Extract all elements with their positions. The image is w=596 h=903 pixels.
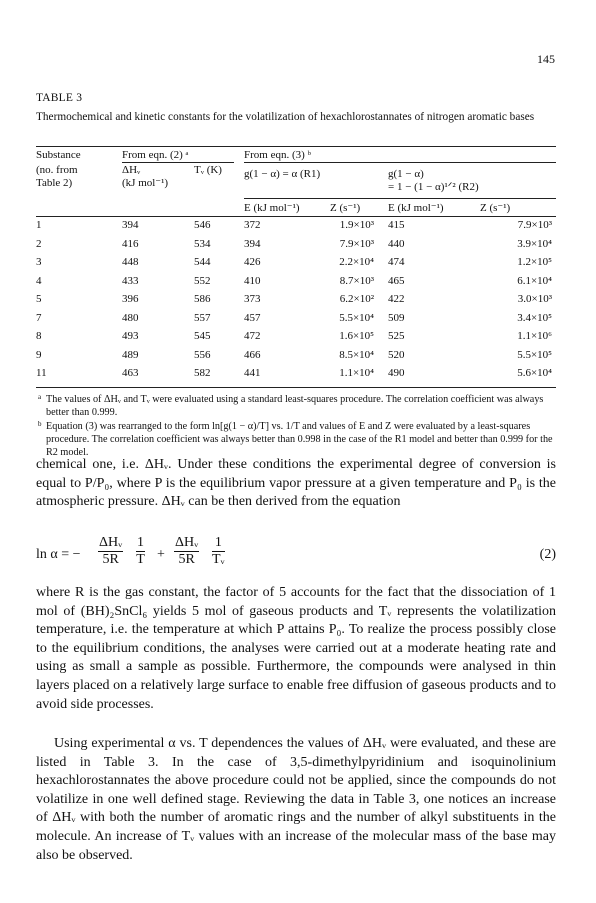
eq-frac3 — [174, 535, 199, 568]
footnote-b: b Equation (3) was rearranged to the form ln[g(1 − α)/T] vs. 1/T and values of E and Z were evaluated by a least-squares procedure. The correlation coefficient was always better than 0.998 in the case of the R1 model and better than 0.999 for the R2 model. — [38, 420, 553, 458]
table-top-rule — [36, 146, 556, 147]
table-cell-Z2: 5.5×10⁵ — [517, 348, 552, 361]
header-dhv: ΔHᵥ — [122, 164, 141, 176]
table-cell-no: 7 — [36, 311, 42, 324]
page-number: 145 — [537, 52, 555, 66]
table-cell-E1: 457 — [244, 311, 261, 324]
table-cell-Z2: 3.0×10³ — [517, 293, 552, 305]
table-cell-dHv: 480 — [122, 311, 139, 324]
table-cell-E2: 525 — [388, 330, 405, 342]
table-cell-Z1: 6.2×10² — [339, 293, 374, 305]
header-z1: Z (s⁻¹) — [330, 202, 361, 214]
table-cell-Tv: 552 — [194, 274, 211, 287]
table-cell-Z1: 5.5×10⁴ — [339, 311, 374, 324]
header-bottom-rule — [36, 216, 556, 217]
table-cell-dHv: 416 — [122, 237, 139, 250]
header-tv: Tᵥ (K) — [194, 164, 222, 176]
header-eqn3-rule — [244, 162, 556, 163]
table-cell-dHv: 463 — [122, 367, 139, 379]
eq-frac4-den: Tᵥ — [212, 552, 225, 567]
table-cell-no: 8 — [36, 330, 42, 342]
table-cell-Z2: 6.1×10⁴ — [517, 274, 552, 287]
table-cell-Z2: 1.2×10⁵ — [517, 256, 552, 268]
header-dhv-unit: (kJ mol⁻¹) — [122, 177, 169, 189]
eq-frac3-den: 5R — [178, 552, 195, 567]
table-cell-E1: 394 — [244, 237, 261, 250]
eq-plus: + — [157, 547, 165, 562]
table-cell-no: 11 — [36, 367, 47, 379]
table-cell-Z2: 3.4×10⁵ — [517, 311, 552, 324]
header-eqn2: From eqn. (2) ᵃ — [122, 149, 189, 161]
table-cell-E2: 422 — [388, 293, 405, 305]
equation-2 — [36, 535, 556, 575]
table-cell-Tv: 546 — [194, 219, 211, 231]
eq-frac2 — [136, 535, 145, 568]
footnote-a: a The values of ΔHᵥ and Tᵥ were evaluated using a standard least-squares procedure. The correlation coefficient was always better than 0.999. — [38, 393, 544, 418]
table-cell-Tv: 586 — [194, 293, 211, 305]
table-cell-Tv: 544 — [194, 256, 211, 268]
table-cell-E2: 415 — [388, 219, 405, 231]
eq-frac4-num: 1 — [212, 535, 225, 552]
eq-frac3-num: ΔHᵥ — [175, 535, 199, 550]
table-cell-dHv: 489 — [122, 348, 139, 361]
table-label: TABLE 3 — [36, 92, 83, 104]
table-cell-E1: 373 — [244, 293, 261, 305]
table-cell-Z2: 1.1×10⁶ — [517, 330, 552, 342]
table-cell-dHv: 433 — [122, 274, 139, 287]
header-eqn3: From eqn. (3) ᵇ — [244, 149, 311, 161]
table-cell-E2: 465 — [388, 274, 405, 287]
eq-frac1-den: 5R — [102, 552, 119, 567]
footnote-b-text: Equation (3) was rearranged to the form ln[g(1 − α)/T] vs. 1/T and values of E and Z were evaluated by a least-squares procedure. The correlation coefficient was always better than 0.998 in the case of the R1 model and better than 0.999 for the R2 model. — [46, 421, 553, 458]
table-cell-Z1: 1.6×10⁵ — [339, 330, 374, 342]
table-cell-E1: 472 — [244, 330, 261, 342]
table-cell-Z2: 7.9×10³ — [517, 219, 552, 231]
table-cell-E1: 372 — [244, 219, 261, 231]
table-cell-Tv: 557 — [194, 311, 211, 324]
paragraph-1: chemical one, i.e. ΔHᵥ. Under these conditions the experimental degree of conversion is equal to P/P₀, where P is the equilibrium vapor pressure at a given temperature and P₀ is the atmospheric pressure. ΔHᵥ can be then derived from the equation — [36, 457, 556, 510]
table-cell-Z1: 1.1×10⁴ — [339, 367, 374, 379]
header-r2-model-line1: g(1 − α) — [388, 168, 424, 180]
table-cell-Tv: 534 — [194, 237, 211, 250]
table-cell-Tv: 545 — [194, 330, 211, 342]
table-cell-no: 3 — [36, 256, 42, 268]
header-r2-model-line2: = 1 − (1 − α)¹ᐟ² (R2) — [388, 181, 479, 193]
table-cell-E2: 490 — [388, 367, 405, 379]
table-cell-no: 2 — [36, 237, 42, 250]
table-cell-dHv: 448 — [122, 256, 139, 268]
header-substance: Substance — [36, 149, 81, 161]
eq-frac1 — [98, 535, 123, 568]
table-cell-no: 1 — [36, 219, 42, 231]
table-cell-Z2: 5.6×10⁴ — [517, 367, 552, 379]
eq-frac1-num: ΔHᵥ — [99, 535, 123, 550]
table-cell-Tv: 556 — [194, 348, 211, 361]
eq-frac2-num: 1 — [137, 535, 144, 550]
table-cell-E2: 474 — [388, 256, 405, 268]
table-cell-E2: 440 — [388, 237, 405, 250]
table-cell-E1: 426 — [244, 256, 261, 268]
header-model-rule — [244, 198, 556, 199]
eq-frac2-den: T — [136, 552, 145, 567]
header-r1-model: g(1 − α) = α (R1) — [244, 168, 321, 180]
eq-lhs: ln α = − — [36, 547, 81, 562]
table-bottom-rule — [36, 387, 556, 388]
eq-frac4 — [212, 535, 225, 568]
header-z2: Z (s⁻¹) — [480, 202, 511, 214]
table-cell-Z1: 8.5×10⁴ — [339, 348, 374, 361]
table-cell-Tv: 582 — [194, 367, 211, 379]
header-substance-sub: (no. from Table 2) — [36, 164, 78, 189]
table-cell-dHv: 394 — [122, 219, 139, 231]
table-caption: Thermochemical and kinetic constants for the volatilization of hexachlorostannates of nitrogen aromatic bases — [36, 111, 535, 123]
paragraph-3: Using experimental α vs. T dependences the values of ΔHᵥ were evaluated, and these are listed in Table 3. In the case of 3,5-dimethylpyridinium and isoquinolinium hexachlorostannates the above procedure could not be applied, since the compounds do not volatilize in one well defined stage. Reviewing the data in Table 3, one notices an increase of ΔHᵥ with both the number of aromatic rings and the number of alkyl substituents in the molecule. An increase of Tᵥ values with an increase of the molecular mass of the base may also be observed. — [36, 736, 556, 863]
table-cell-Z1: 1.9×10³ — [339, 219, 374, 231]
table-cell-E2: 520 — [388, 348, 405, 361]
table-cell-E1: 466 — [244, 348, 261, 361]
header-e2: E (kJ mol⁻¹) — [388, 202, 444, 214]
paragraph-2: where R is the gas constant, the factor of 5 accounts for the fact that the dissociation of 1 mol of (BH)₂SnCl₆ yields 5 mol of gaseous products and Tᵥ represents the volatilization temperature, i.e. the temperature at which P attains P₀. To realize the process possibly close to the equilibrium conditions, the analyses were carried out at a moderate heating rate and using as small a sample as possible. Furthermore, the compounds were analysed in thin layers placed on a relatively large surface to enable free diffusion of gaseous products and to avoid side processes. — [36, 585, 556, 712]
table-cell-no: 4 — [36, 274, 42, 287]
table-cell-no: 5 — [36, 293, 42, 305]
table-cell-E2: 509 — [388, 311, 405, 324]
table-cell-E1: 441 — [244, 367, 261, 379]
table-cell-Z2: 3.9×10⁴ — [517, 237, 552, 250]
footnote-a-text: The values of ΔHᵥ and Tᵥ were evaluated using a standard least-squares procedure. The correlation coefficient was always better than 0.999. — [46, 394, 544, 418]
table-cell-E1: 410 — [244, 274, 261, 287]
table-footnotes — [36, 393, 556, 460]
eq-number: (2) — [539, 547, 556, 562]
table-cell-dHv: 396 — [122, 293, 139, 305]
header-e1: E (kJ mol⁻¹) — [244, 202, 300, 214]
table-cell-Z1: 2.2×10⁴ — [339, 256, 374, 268]
header-eqn2-rule — [122, 162, 234, 163]
table-cell-no: 9 — [36, 348, 42, 361]
table-cell-dHv: 493 — [122, 330, 139, 342]
table-cell-Z1: 7.9×10³ — [339, 237, 374, 250]
table-cell-Z1: 8.7×10³ — [339, 274, 374, 287]
